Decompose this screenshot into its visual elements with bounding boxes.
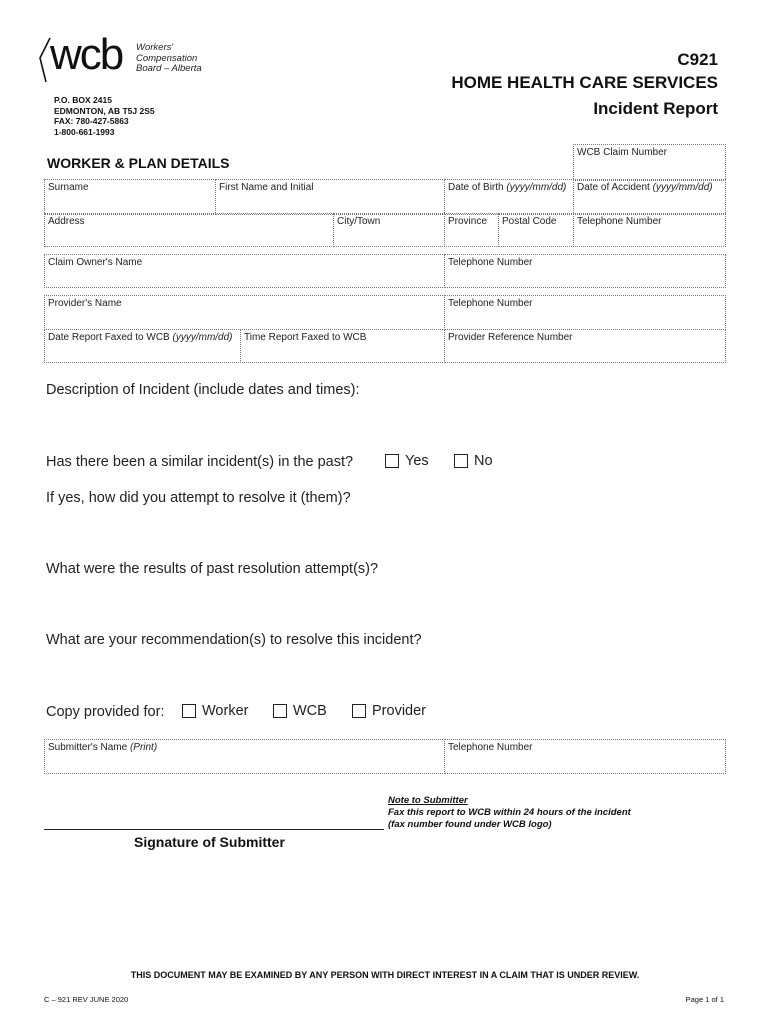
- note-to-submitter: Note to Submitter Fax this report to WCB within 24 hours of the incident (fax number found under WCB logo): [388, 795, 631, 830]
- copy-provider-option[interactable]: Provider: [352, 703, 426, 719]
- form-header: [451, 50, 718, 119]
- section-title: WORKER & PLAN DETAILS: [47, 155, 230, 171]
- form-number: C921: [677, 50, 718, 69]
- claim-owner-field[interactable]: Claim Owner's Name: [44, 254, 445, 288]
- signature-line[interactable]: [44, 829, 384, 830]
- submitter-telephone-field[interactable]: Telephone Number: [444, 739, 726, 774]
- worker-checkbox[interactable]: [182, 704, 196, 718]
- similar-no-option[interactable]: No: [454, 453, 493, 469]
- page-number: Page 1 of 1: [685, 995, 724, 1004]
- revision-code: C – 921 REV JUNE 2020: [44, 995, 129, 1004]
- wcb-logo: [36, 30, 206, 84]
- mailing-address: P.O. BOX 2415 EDMONTON, AB T5J 2S5 FAX: 780-427-5863 1-800-661-1993: [54, 95, 155, 137]
- results-question: What were the results of past resolution attempt(s)?: [46, 561, 379, 577]
- provider-name-field[interactable]: Provider's Name: [44, 295, 445, 330]
- province-field[interactable]: Province: [444, 213, 499, 247]
- no-checkbox[interactable]: [454, 454, 468, 468]
- first-name-field[interactable]: First Name and Initial: [215, 179, 445, 215]
- disclaimer: THIS DOCUMENT MAY BE EXAMINED BY ANY PERSON WITH DIRECT INTEREST IN A CLAIM THAT IS UNDER REVIEW.: [130, 970, 640, 980]
- time-faxed-field[interactable]: Time Report Faxed to WCB: [240, 329, 445, 363]
- signature-label: Signature of Submitter: [134, 834, 285, 850]
- form-subtitle: Incident Report: [593, 99, 718, 118]
- copy-worker-option[interactable]: Worker: [182, 703, 248, 719]
- submitter-name-field[interactable]: Submitter's Name (Print): [44, 739, 445, 774]
- claim-owner-telephone-field[interactable]: Telephone Number: [444, 254, 726, 288]
- address-field[interactable]: Address: [44, 213, 334, 247]
- date-of-birth-field[interactable]: Date of Birth (yyyy/mm/dd): [444, 179, 574, 215]
- copy-provided-label: Copy provided for:: [46, 704, 165, 720]
- logo-word: wcb: [50, 30, 123, 79]
- yes-checkbox[interactable]: [385, 454, 399, 468]
- provider-reference-field[interactable]: Provider Reference Number: [444, 329, 726, 363]
- date-faxed-field[interactable]: Date Report Faxed to WCB (yyyy/mm/dd): [44, 329, 241, 363]
- similar-incident-question: Has there been a similar incident(s) in the past?: [46, 454, 354, 470]
- claim-number-field[interactable]: WCB Claim Number: [573, 144, 726, 181]
- city-field[interactable]: City/Town: [333, 213, 445, 247]
- logo-subtitle: Workers' Compensation Board – Alberta: [136, 42, 202, 74]
- description-question: Description of Incident (include dates and times):: [46, 382, 360, 398]
- similar-yes-option[interactable]: Yes: [385, 453, 429, 469]
- wcb-checkbox[interactable]: [273, 704, 287, 718]
- telephone-field[interactable]: Telephone Number: [573, 213, 726, 247]
- resolve-question: If yes, how did you attempt to resolve it (them)?: [46, 490, 351, 506]
- recommendation-question: What are your recommendation(s) to resolve this incident?: [46, 632, 422, 648]
- provider-checkbox[interactable]: [352, 704, 366, 718]
- postal-code-field[interactable]: Postal Code: [498, 213, 574, 247]
- date-of-accident-field[interactable]: Date of Accident (yyyy/mm/dd): [573, 179, 726, 215]
- provider-telephone-field[interactable]: Telephone Number: [444, 295, 726, 330]
- form-title: HOME HEALTH CARE SERVICES: [451, 73, 718, 92]
- copy-wcb-option[interactable]: WCB: [273, 703, 327, 719]
- surname-field[interactable]: Surname: [44, 179, 216, 215]
